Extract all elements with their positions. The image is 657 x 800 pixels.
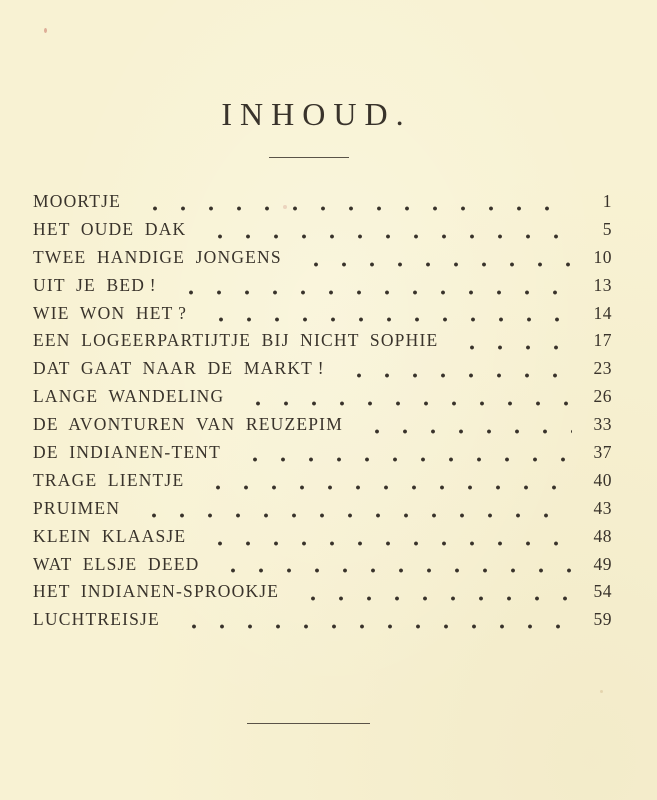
dot-leader: [194, 470, 572, 498]
dot-leader: [196, 526, 572, 554]
toc-entry-page-number: 26: [593, 386, 612, 407]
top-divider-rule: [269, 157, 349, 158]
toc-entry-title: LANGE WANDELING: [33, 386, 225, 407]
toc-entry: [33, 330, 612, 358]
toc-entry-page-number: 48: [593, 525, 612, 546]
toc-entry: [33, 191, 612, 219]
toc-entry-title: DE AVONTUREN VAN REUZEPIM: [33, 414, 343, 435]
toc-entry-page-number: 59: [593, 609, 612, 630]
toc-entry-page-number: 37: [593, 442, 612, 463]
toc-entry-title: HET INDIANEN-SPROOKJE: [33, 581, 280, 602]
dot-leader: [196, 219, 572, 247]
bottom-divider-rule: [247, 723, 370, 724]
dot-leader: [335, 358, 572, 386]
toc-entry-title: WIE WON HET ?: [33, 302, 188, 323]
toc-entry-page-number: 43: [593, 497, 612, 518]
toc-entry-title: DE INDIANEN-TENT: [33, 442, 221, 463]
toc-entry-title: KLEIN KLAASJE: [33, 525, 187, 546]
toc-entry: [33, 414, 612, 442]
toc-list: [33, 191, 612, 637]
toc-entry: [33, 498, 612, 526]
dot-leader: [197, 303, 572, 331]
toc-entry-title: WAT ELSJE DEED: [33, 553, 200, 574]
dot-leader: [289, 581, 572, 609]
toc-entry: [33, 581, 612, 609]
toc-entry-title: MOORTJE: [33, 191, 122, 211]
toc-entry-page-number: 14: [593, 302, 612, 323]
toc-entry: [33, 526, 612, 554]
toc-entry: [33, 442, 612, 470]
dot-leader: [231, 442, 572, 470]
toc-entry-title: TWEE HANDIGE JONGENS: [33, 246, 282, 267]
toc-entry-title: DAT GAAT NAAR DE MARKT !: [33, 358, 325, 379]
toc-entry: [33, 358, 612, 386]
toc-entry-page-number: 10: [593, 246, 612, 267]
toc-entry-page-number: 33: [593, 414, 612, 435]
toc-entry-page-number: 54: [593, 581, 612, 602]
toc-entry: [33, 303, 612, 331]
dot-leader: [170, 609, 572, 637]
toc-entry: [33, 247, 612, 275]
toc-entry-title: TRAGE LIENTJE: [33, 469, 185, 490]
toc-entry-page-number: 49: [593, 553, 612, 574]
toc-entry-page-number: 5: [602, 218, 612, 239]
toc-entry: [33, 386, 612, 414]
dot-leader: [448, 330, 572, 358]
toc-entry-title: EEN LOGEERPARTIJTJE BIJ NICHT SOPHIE: [33, 330, 439, 351]
toc-entry-title: PRUIMEN: [33, 497, 121, 518]
toc-entry-page-number: 1: [602, 191, 612, 211]
toc-entry: [33, 609, 612, 637]
toc-entry: [33, 554, 612, 582]
dot-leader: [353, 414, 572, 442]
dot-leader: [131, 191, 572, 219]
dot-leader: [209, 554, 572, 582]
toc-entry-page-number: 40: [593, 469, 612, 490]
toc-entry: [33, 275, 612, 303]
dot-leader: [234, 386, 572, 414]
toc-entry: [33, 470, 612, 498]
dot-leader: [167, 275, 572, 303]
toc-entry-title: UIT JE BED !: [33, 274, 157, 295]
page-title: INHOUD.: [221, 96, 412, 132]
dot-leader: [130, 498, 572, 526]
dot-leader: [292, 247, 572, 275]
toc-entry-page-number: 23: [593, 358, 612, 379]
toc-entry-title: LUCHTREISJE: [33, 609, 160, 630]
toc-entry-page-number: 13: [593, 274, 612, 295]
toc-entry: [33, 219, 612, 247]
toc-entry-page-number: 17: [593, 330, 612, 351]
toc-entry-title: HET OUDE DAK: [33, 218, 187, 239]
